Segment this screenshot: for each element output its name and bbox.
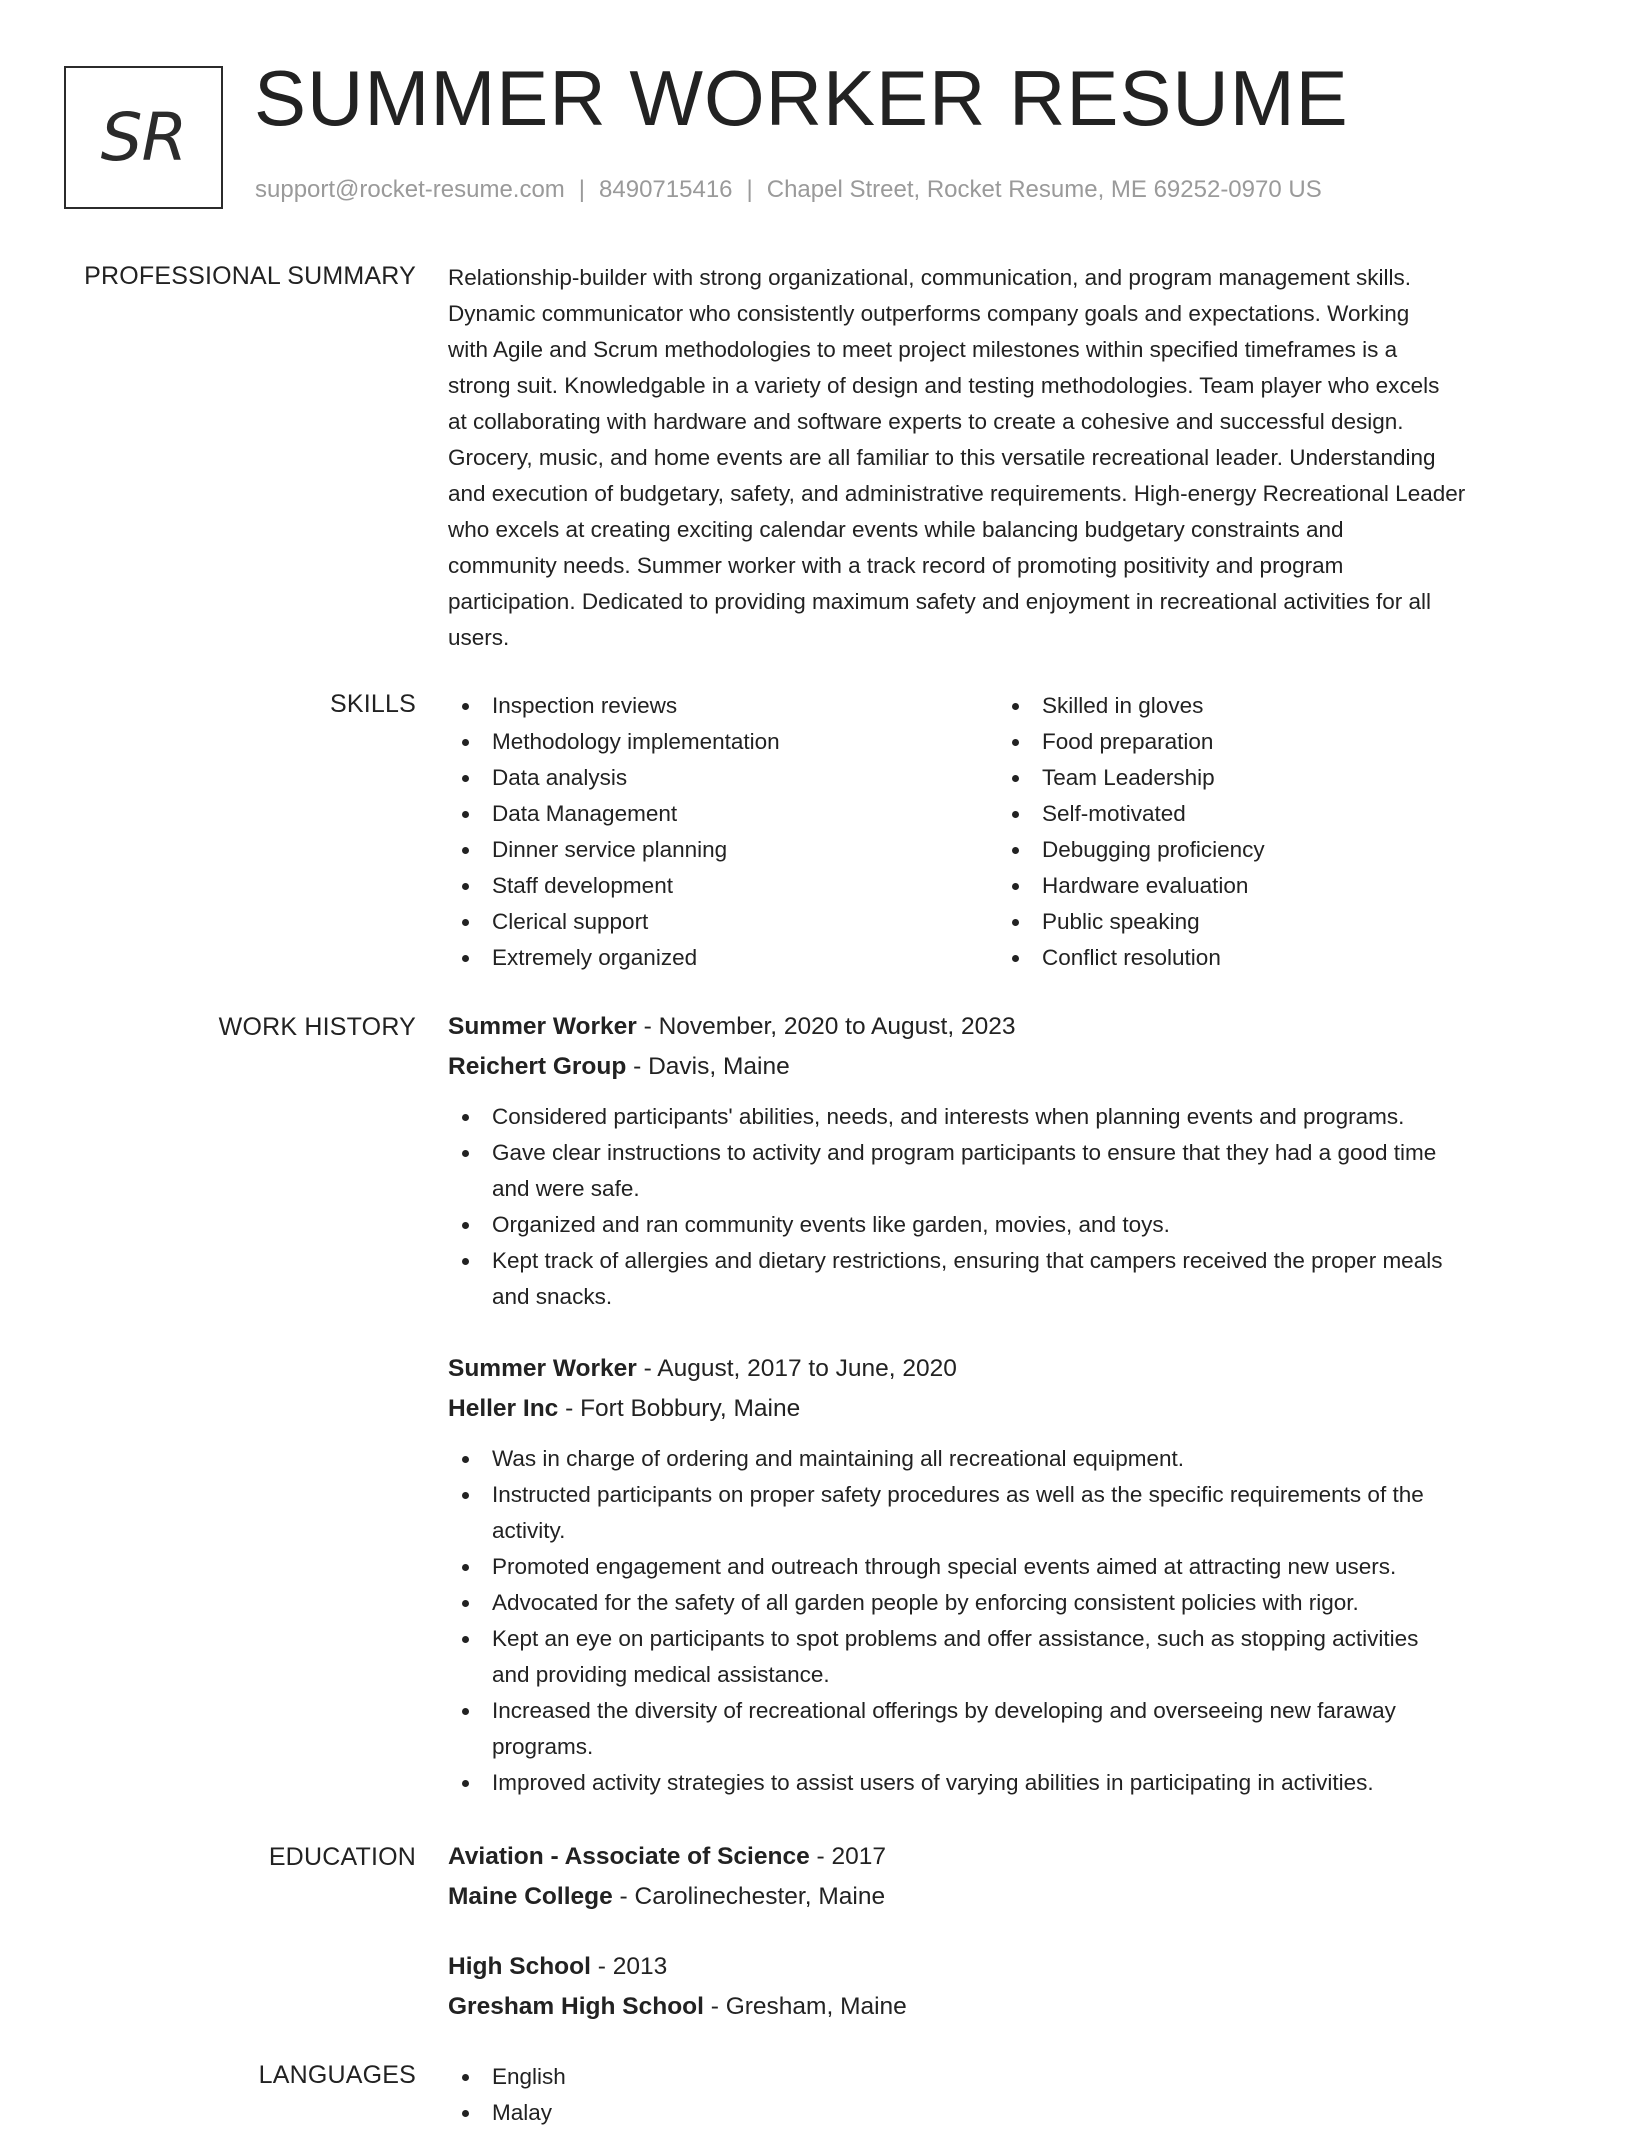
degree-line — [448, 1837, 1568, 1877]
duty-text: and snacks. — [492, 1284, 613, 1309]
duty-item — [448, 1477, 1568, 1549]
duty-item — [448, 1135, 1568, 1207]
summary-line: users. — [448, 625, 510, 650]
degree-year: - 2013 — [590, 1953, 668, 1980]
duty-item — [448, 1441, 1568, 1477]
skill-item: Food preparation — [998, 724, 1538, 760]
duty-item — [448, 1621, 1568, 1693]
contact-address: Chapel Street, Rocket Resume, ME 69252-0970 US — [766, 176, 1322, 203]
duty-text: and providing medical assistance. — [492, 1662, 830, 1687]
duty-text: Kept track of allergies and dietary restrictions, ensuring that campers received the proper meals — [492, 1248, 1443, 1273]
duty-text: Improved activity strategies to assist users of varying abilities in participating in activities. — [492, 1770, 1374, 1795]
contact-separator: | — [746, 176, 753, 203]
monogram-box — [64, 66, 223, 209]
job-title: Summer Worker — [448, 1355, 637, 1382]
duty-item — [448, 1549, 1568, 1585]
job-company-line — [448, 1389, 1568, 1429]
summary-line: at collaborating with hardware and software experts to create a cohesive and successful design. — [448, 409, 1404, 434]
skill-item: Inspection reviews — [448, 688, 988, 724]
degree-line — [448, 1947, 1568, 1987]
duty-item — [448, 1207, 1568, 1243]
education-heading: EDUCATION — [268, 1843, 416, 1871]
duty-item — [448, 1099, 1568, 1135]
job-duties — [448, 1441, 1568, 1801]
skills-column-right — [998, 688, 1538, 976]
duty-text: Was in charge of ordering and maintaining all recreational equipment. — [492, 1446, 1185, 1471]
skill-item: Skilled in gloves — [998, 688, 1538, 724]
summary-line: Dynamic communicator who consistently outperforms company goals and expectations. Working — [448, 301, 1410, 326]
duty-text: and were safe. — [492, 1176, 640, 1201]
contact-line — [255, 176, 1322, 204]
language-item: English — [448, 2059, 1568, 2095]
skill-item: Data analysis — [448, 760, 988, 796]
duty-text: Instructed participants on proper safety procedures as well as the specific requirements of the — [492, 1482, 1424, 1507]
skill-item: Dinner service planning — [448, 832, 988, 868]
job-duties — [448, 1099, 1568, 1315]
summary-line: with Agile and Scrum methodologies to meet project milestones within specified timeframes is a — [448, 337, 1398, 362]
education-entry — [448, 1947, 1568, 2027]
skill-item: Methodology implementation — [448, 724, 988, 760]
language-item: Malay — [448, 2095, 1568, 2131]
duty-item — [448, 1693, 1568, 1765]
summary-line: community needs. Summer worker with a track record of promoting positivity and program — [448, 553, 1344, 578]
languages-list — [448, 2059, 1568, 2131]
job-dates: - November, 2020 to August, 2023 — [636, 1013, 1016, 1040]
contact-phone[interactable]: 8490715416 — [599, 176, 733, 203]
skill-item: Extremely organized — [448, 940, 988, 976]
duty-text: Increased the diversity of recreational offerings by developing and overseeing new faraway — [492, 1698, 1396, 1723]
duty-text: Organized and ran community events like garden, movies, and toys. — [492, 1212, 1170, 1237]
skill-item: Public speaking — [998, 904, 1538, 940]
contact-email[interactable]: support@rocket-resume.com — [255, 176, 565, 203]
job-company: Heller Inc — [448, 1395, 559, 1422]
job-title-line — [448, 1007, 1568, 1047]
skills-heading: SKILLS — [330, 690, 416, 718]
skill-item: Conflict resolution — [998, 940, 1538, 976]
degree-year: - 2017 — [809, 1843, 886, 1870]
school-location: - Gresham, Maine — [703, 1993, 907, 2020]
work-history-heading: WORK HISTORY — [218, 1013, 416, 1041]
job-title-line — [448, 1349, 1568, 1389]
job-entry — [448, 1007, 1568, 1315]
degree: Aviation - Associate of Science — [448, 1843, 810, 1870]
skill-item: Team Leadership — [998, 760, 1538, 796]
skill-item: Staff development — [448, 868, 988, 904]
summary-line: and execution of budgetary, safety, and administrative requirements. High-energy Recreational Leader — [448, 481, 1466, 506]
summary-line: strong suit. Knowledgable in a variety of design and testing methodologies. Team player who excels — [448, 373, 1440, 398]
summary-heading: PROFESSIONAL SUMMARY — [84, 262, 416, 290]
school: Gresham High School — [448, 1993, 704, 2020]
skills-column-left — [448, 688, 988, 976]
skill-item: Data Management — [448, 796, 988, 832]
school-line — [448, 1987, 1568, 2027]
summary-text — [448, 260, 1568, 656]
summary-line: Grocery, music, and home events are all familiar to this versatile recreational leader. Understanding — [448, 445, 1436, 470]
summary-line: who excels at creating exciting calendar events while balancing budgetary constraints and — [448, 517, 1344, 542]
job-company: Reichert Group — [448, 1053, 627, 1080]
school-line — [448, 1877, 1568, 1917]
job-location: - Davis, Maine — [626, 1053, 790, 1080]
languages-heading: LANGUAGES — [258, 2061, 416, 2089]
resume-title: SUMMER WORKER RESUME — [254, 54, 1349, 142]
duty-text: Gave clear instructions to activity and program participants to ensure that they had a good time — [492, 1140, 1437, 1165]
duty-text: Kept an eye on participants to spot problems and offer assistance, such as stopping activities — [492, 1626, 1419, 1651]
degree: High School — [448, 1953, 591, 1980]
skill-item: Hardware evaluation — [998, 868, 1538, 904]
skill-item: Clerical support — [448, 904, 988, 940]
education-entry — [448, 1837, 1568, 1917]
summary-line: participation. Dedicated to providing maximum safety and enjoyment in recreational activities for all — [448, 589, 1431, 614]
job-location: - Fort Bobbury, Maine — [558, 1395, 801, 1422]
languages-list-wrap — [448, 2059, 1568, 2131]
duty-text: Promoted engagement and outreach through special events aimed at attracting new users. — [492, 1554, 1397, 1579]
duty-text: programs. — [492, 1734, 594, 1759]
school: Maine College — [448, 1883, 613, 1910]
duty-item — [448, 1243, 1568, 1315]
duty-text: Considered participants' abilities, needs, and interests when planning events and programs. — [492, 1104, 1405, 1129]
job-company-line — [448, 1047, 1568, 1087]
contact-separator: | — [578, 176, 586, 203]
job-dates: - August, 2017 to June, 2020 — [636, 1355, 957, 1382]
duty-text: Advocated for the safety of all garden people by enforcing consistent policies with rigor. — [492, 1590, 1359, 1615]
school-location: - Carolinechester, Maine — [612, 1883, 886, 1910]
duty-item — [448, 1585, 1568, 1621]
duty-item — [448, 1765, 1568, 1801]
skill-item: Self-motivated — [998, 796, 1538, 832]
summary-line: Relationship-builder with strong organizational, communication, and program management skills. — [448, 265, 1411, 290]
job-title: Summer Worker — [448, 1013, 637, 1040]
monogram-initials: SR — [100, 98, 187, 176]
job-entry — [448, 1349, 1568, 1801]
duty-text: activity. — [492, 1518, 566, 1543]
skill-item: Debugging proficiency — [998, 832, 1538, 868]
